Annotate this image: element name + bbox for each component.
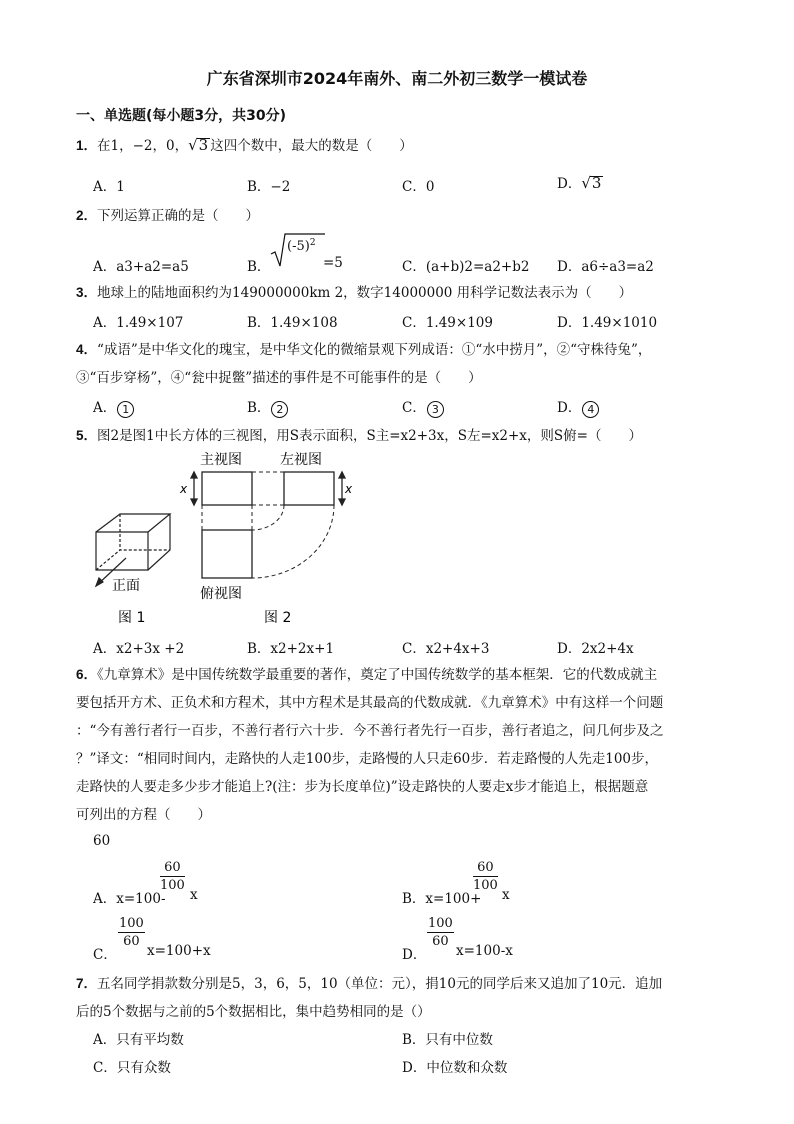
question-5 <box>76 424 642 444</box>
q6-option-d-rhs: x=100-x <box>456 943 513 959</box>
q3-option-c: C．1.49×109 <box>402 315 493 331</box>
q3-option-a: A．1.49×107 <box>93 315 184 331</box>
question-number: 3． <box>76 285 98 300</box>
q2-option-a: A．a3+a2=a5 <box>93 259 189 275</box>
question-text: “成语”是中华文化的瑰宝，是中华文化的微缩景观下列成语：①“水中捞月”，②“守株待兔”， <box>97 342 652 358</box>
question-text: 五名同学捐款数分别是5，3，6，5，10（单位：元），捐10元的同学后来又追加了10元．追加 <box>97 976 663 992</box>
q6-option-b-var: x <box>502 887 510 903</box>
q6-option-a-var: x <box>190 887 198 903</box>
q7-option-a: A．只有平均数 <box>93 1032 184 1048</box>
left-view-label: 左视图 <box>280 452 322 468</box>
question-6-line-2: 要包括开方术、正负术和方程术，其中方程术是其最高的代数成就．《九章算术》中有这样一个问题 <box>76 695 664 711</box>
question-4-line-1 <box>76 338 651 358</box>
q7-option-d: D．中位数和众数 <box>402 1060 508 1076</box>
question-2 <box>76 204 259 224</box>
three-view-figure <box>92 446 352 632</box>
q4-option-a: A． 1 <box>93 396 135 418</box>
q3-option-b: B．1.49×108 <box>247 315 338 331</box>
q1-option-b: B．−2 <box>247 179 291 195</box>
q5-option-c: C．x2+4x+3 <box>402 641 490 657</box>
left-view-rect <box>284 472 334 505</box>
x-dimension-label: x <box>345 482 352 496</box>
q5-option-b: B．x2+2x+1 <box>247 641 335 657</box>
q1-option-c: C．0 <box>402 179 435 195</box>
q6-option-c-label: C． <box>93 947 117 963</box>
question-3 <box>76 281 632 301</box>
q4-option-b: B． 2 <box>247 396 289 418</box>
figure-1-caption: 图 1 <box>118 610 146 626</box>
q6-option-b-lhs: B．x=100+ <box>402 891 482 907</box>
q1-option-d: D．√3 <box>557 174 602 192</box>
question-number: 2． <box>76 208 98 223</box>
stray-number: 60 <box>93 833 111 849</box>
question-text: 在1，−2，0， <box>97 138 189 154</box>
top-view-label: 俯视图 <box>200 586 242 602</box>
question-6-line-4: ？”译文：“相同时间内，走路快的人走100步，走路慢的人只走60步．若走路慢的人先走100步， <box>76 751 659 767</box>
question-6-line-1 <box>76 663 657 683</box>
q4-option-d: D． 4 <box>557 396 600 418</box>
cuboid-figure <box>96 514 170 586</box>
exam-title: 广东省深圳市2024年南外、南二外初三数学一模试卷 <box>206 69 588 88</box>
question-4-line-2: ③“百步穿杨”，④“瓮中捉鳖”描述的事件是不可能事件的是（ ） <box>76 370 482 386</box>
top-view-rect <box>202 530 252 578</box>
question-text: 地球上的陆地面积约为149000000km 2，数字14000000 用科学记数法表示为（ ） <box>97 285 633 301</box>
q6-option-c-fraction: $\frac{100}{60}$ <box>119 916 144 949</box>
question-text: 这四个数中，最大的数是（ ） <box>210 138 413 154</box>
q4-option-c: C． 3 <box>402 396 445 418</box>
q6-option-b-fraction: $\frac{60}{100}$ <box>473 860 498 893</box>
q7-option-b: B．只有中位数 <box>402 1032 493 1048</box>
question-text: 下列运算正确的是（ ） <box>97 208 260 224</box>
question-text: 《九章算术》是中国传统数学最重要的著作，奠定了中国传统数学的基本框架．它的代数成就主 <box>97 667 658 683</box>
question-number: 4． <box>76 342 98 357</box>
sqrt-symbol: √3 <box>188 136 209 154</box>
q5-option-a: A．x2+3x +2 <box>93 641 185 657</box>
question-number: 7． <box>76 976 98 991</box>
q2-option-d: D．a6÷a3=a2 <box>557 259 654 275</box>
question-number: 1． <box>76 138 98 153</box>
front-label: 正面 <box>112 578 140 594</box>
question-1 <box>76 134 413 154</box>
question-6-line-6: 可列出的方程（ ） <box>76 807 211 823</box>
q6-option-d-label: D． <box>402 947 427 963</box>
radicand: 3 <box>198 136 209 154</box>
question-7-line-1 <box>76 972 662 992</box>
q6-option-a-fraction: $\frac{60}{100}$ <box>160 860 185 893</box>
q7-option-c: C．只有众数 <box>93 1060 171 1076</box>
question-number: 6． <box>76 667 98 682</box>
question-7-line-2: 后的5个数据与之前的5个数据相比，集中趋势相同的是（） <box>76 1004 431 1020</box>
question-number: 5． <box>76 428 98 443</box>
x-dimension-label: x <box>180 482 188 496</box>
question-6-line-5: 走路快的人要走多少步才能追上?(注：步为长度单位)”设走路快的人要走x步才能追上，根据题意 <box>76 779 649 795</box>
q6-option-a-lhs: A．x=100- <box>93 891 166 907</box>
section-heading: 一、单选题(每小题3分，共30分) <box>76 108 287 124</box>
main-view-rect <box>202 472 252 505</box>
question-text: 图2是图1中长方体的三视图，用S表示面积，S主=x2+3x，S左=x2+x，则S俯=（ ） <box>97 428 642 444</box>
figure-2-caption: 图 2 <box>264 610 292 626</box>
q5-option-d: D．2x2+4x <box>557 641 634 657</box>
question-6-line-3: ：“今有善行者行一百步，不善行者行六十步．今不善行者先行一百步，善行者追之，问几何步及之 <box>76 723 664 739</box>
q2-option-c: C．(a+b)2=a2+b2 <box>402 259 530 275</box>
q1-option-a: A．1 <box>93 179 125 195</box>
main-view-label: 主视图 <box>200 452 242 468</box>
q3-option-d: D．1.49×1010 <box>557 315 658 331</box>
exam-page: 广东省深圳市2024年南外、南二外初三数学一模试卷 一、单选题(每小题3分，共30分) 1．在1，−2，0，√3 这四个数中，最大的数是（ ） A．1 B．−2 C．0 D．√3 2．下列运算正确的是（ ） A．a3+a2=a5 B． $(-5)^2$ =5 C．(a+b)2=a2+b2 D．a6÷a3=a2 3．地球上的陆地面积约为149000000km 2，数字14000000 用科学记数法表示为（ ） A．1.49×107 B．1.49×108 C．1.49×109 D．1.49×1010 4．“成语”是中华文化的瑰宝，是中华文化的微缩景观下列成语：①“水中捞月”，②“守株待兔”， ③“百步穿杨”，④“瓮中捉鳖”描述的事件是不可能事件的是（ ） A． 1 B． 2 C． 3 D． 4 5．图2是图1中长方体的三视图，用S表示面积，S主=x2+3x，S左=x2+x，则S俯=（ ） 正面 图 1 主视图 左视图 x x 俯视图 图 2 A．x2+3x +2 B．x2+2x+1 C．x2+4x+3 D．2x2+4x 6．《九章算术》是中国传统数学最重要的著作，奠定了中国传统数学的基本框架．它的代数成就主 要包括开方术、正负术和方程术，其中方程术是其最高的代数成就．《九章算术》中有这样一个问题 ：“今有善行者行一百步，不善行者行六十步．今不善行者先行一百步，善行者追之，问几何步及之 ？”译文：“相同时间内，走路快的人走100步，走路慢的人只走60步．若走路慢的人先走100步， 走路快的人要走多少步才能追上?(注：步为长度单位)”设走路快的人要走x步才能追上，根据题意 可列出的方程（ ） 60 A．x=100- $\frac{60}{100}$ x B．x=100+ $\frac{60}{100}$ x C． $\frac{100}{60}$ x=100+x D． $\frac{100}{60}$ x=100-x 7．五名同学捐款数分别是5，3，6，5，10（单位：元），捐10元的同学后来又追加了10元．追加 后的5个数据与之前的5个数据相比，集中趋势相同的是（） A．只有平均数 B．只有中位数 C．只有众数 D．中位数和众数 <box>0 0 794 1124</box>
q6-option-d-fraction: $\frac{100}{60}$ <box>428 916 453 949</box>
q6-option-c-rhs: x=100+x <box>147 943 211 959</box>
